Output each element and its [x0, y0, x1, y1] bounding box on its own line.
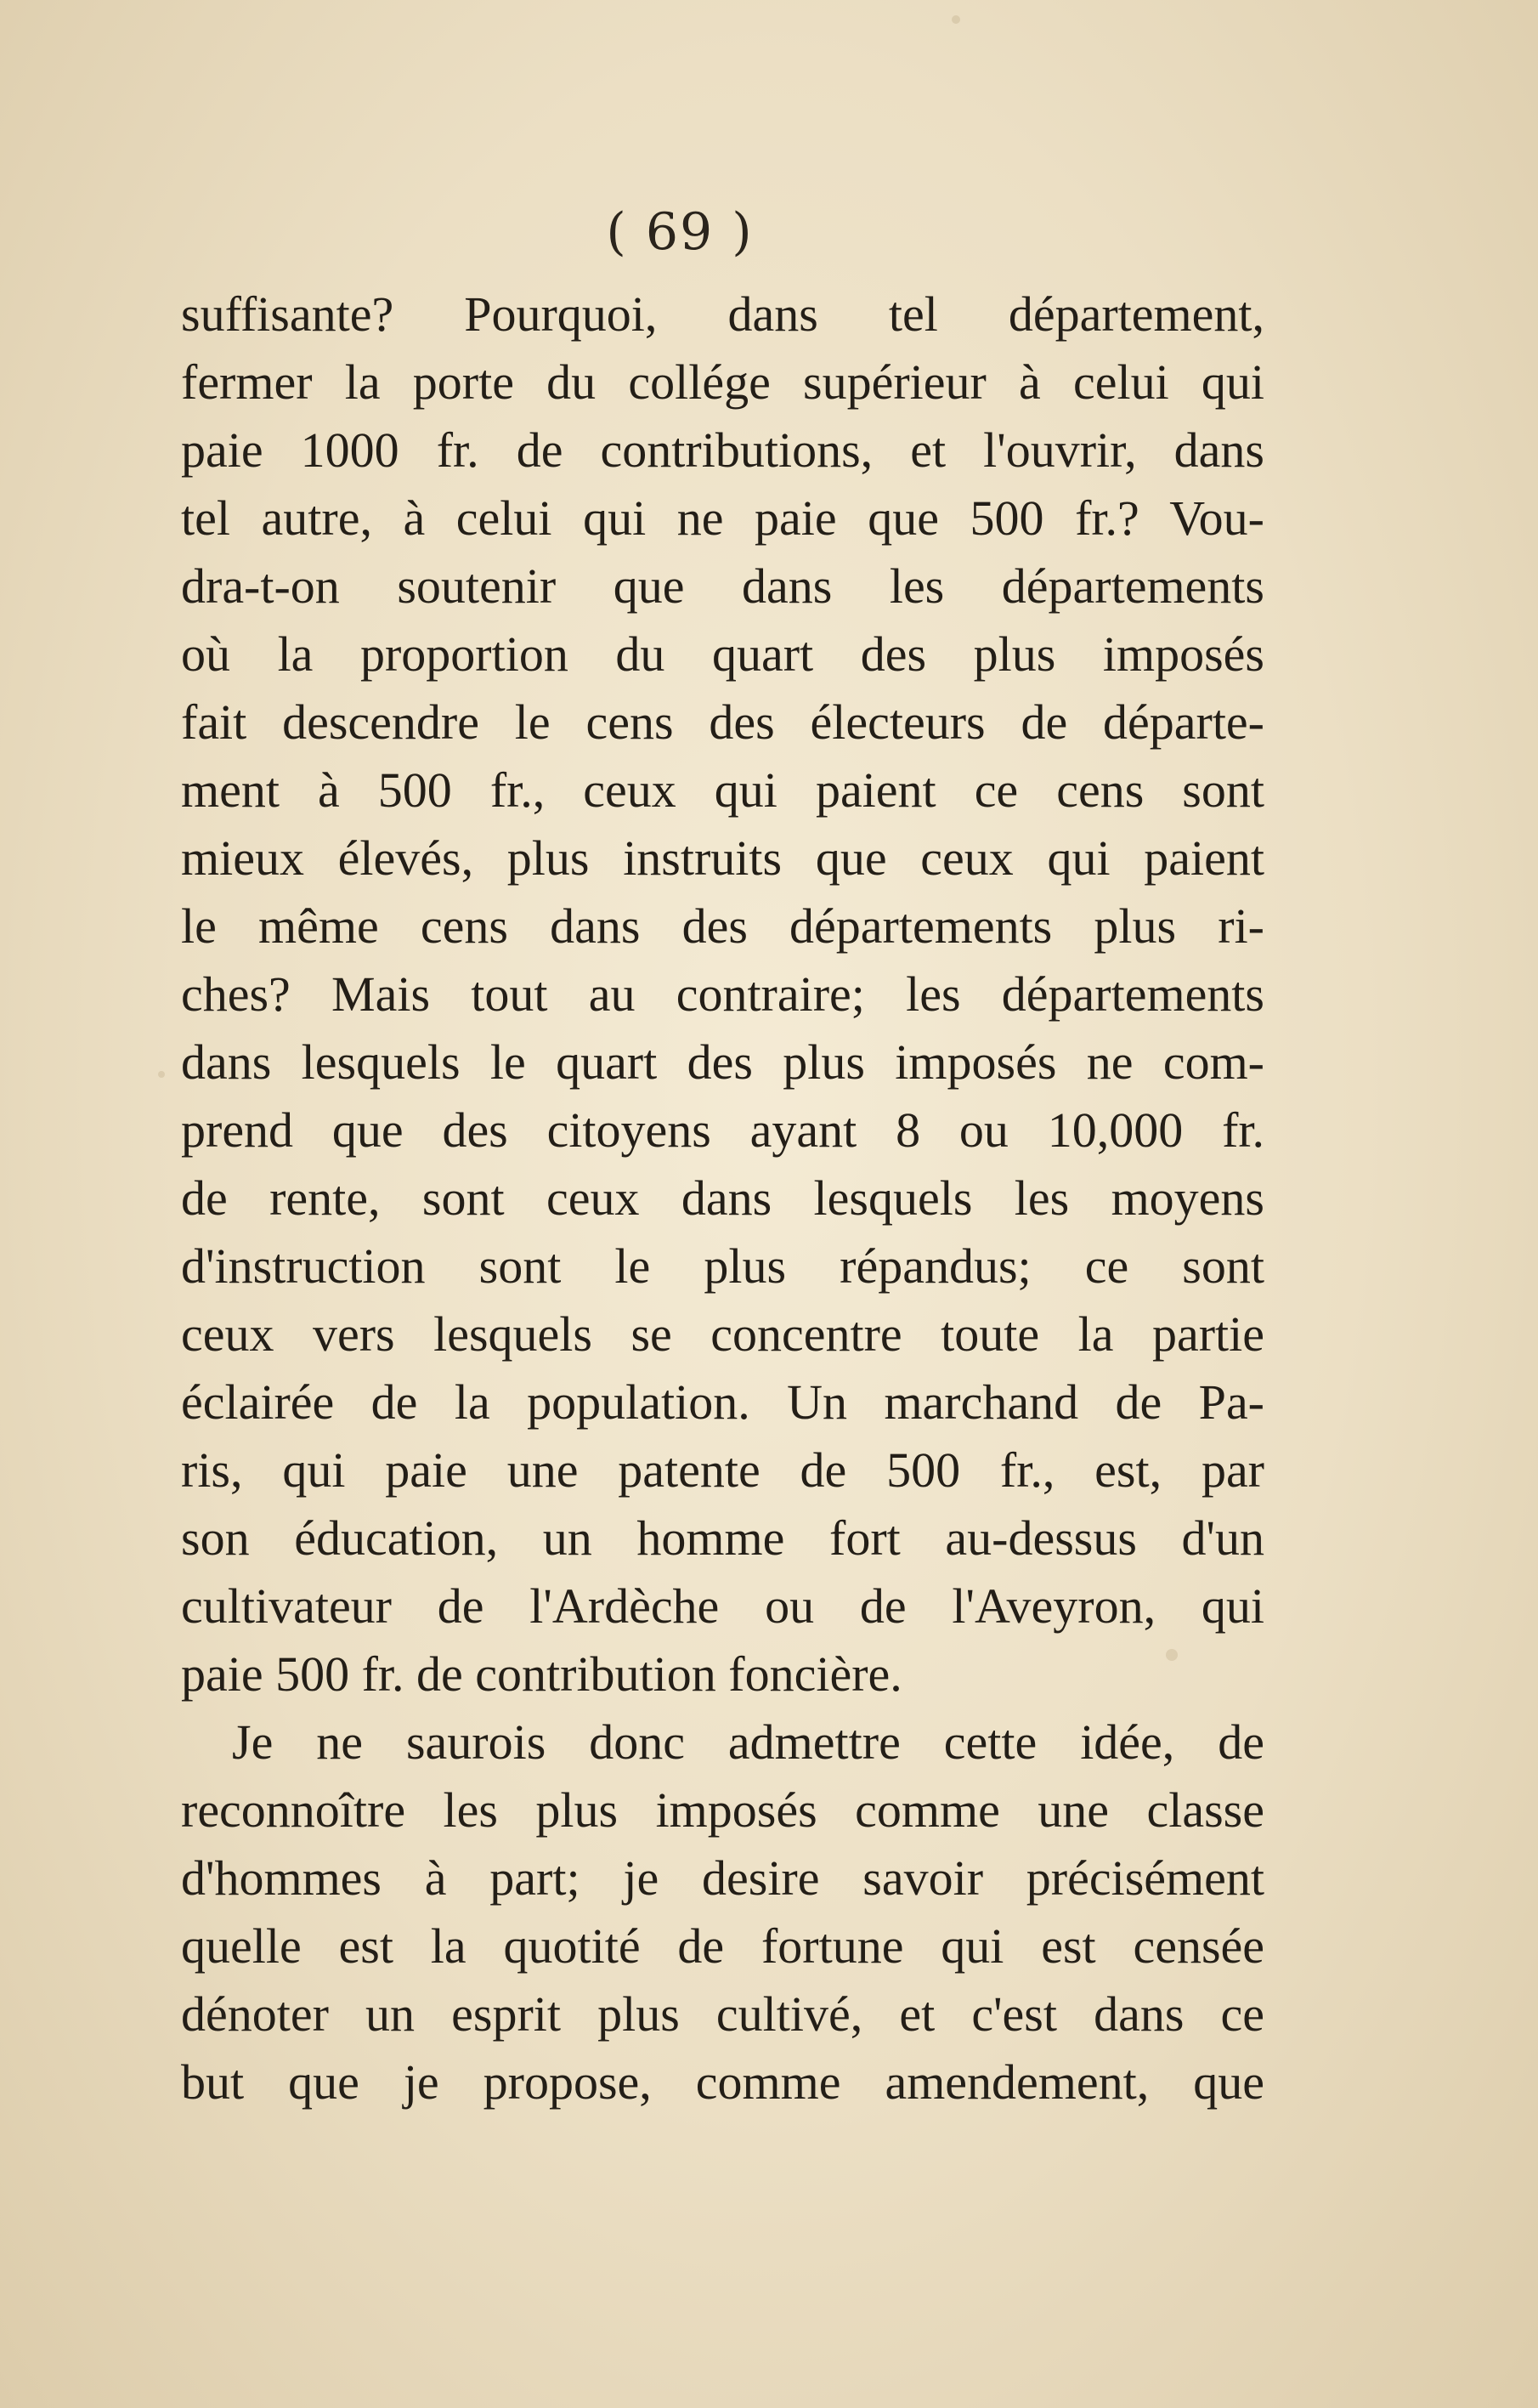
text-line: dénoter un esprit plus cultivé, et c'est dans ce [181, 1986, 1264, 2042]
foxing-spot [158, 1071, 165, 1078]
text-line: éclairée de la population. Un marchand de Pa- [181, 1374, 1264, 1430]
text-line: mieux élevés, plus instruits que ceux qui paient [181, 830, 1264, 886]
text-line: Je ne saurois donc admettre cette idée, de [232, 1714, 1264, 1770]
text-line: son éducation, un homme fort au-dessus d'un [181, 1510, 1264, 1566]
text-line: dra-t-on soutenir que dans les départements [181, 558, 1264, 614]
text-line: de rente, sont ceux dans lesquels les moyens [181, 1170, 1264, 1226]
text-line: cultivateur de l'Ardèche ou de l'Aveyron, qui [181, 1578, 1264, 1634]
text-line: fait descendre le cens des électeurs de départe- [181, 694, 1264, 750]
text-line: d'instruction sont le plus répandus; ce sont [181, 1238, 1264, 1294]
text-line: dans lesquels le quart des plus imposés ne com- [181, 1034, 1264, 1090]
text-line: prend que des citoyens ayant 8 ou 10,000 fr. [181, 1102, 1264, 1158]
text-line: tel autre, à celui qui ne paie que 500 fr.? Vou- [181, 490, 1264, 546]
text-line: ceux vers lesquels se concentre toute la partie [181, 1306, 1264, 1362]
page-number: ( 69 ) [606, 202, 754, 262]
text-line: ment à 500 fr., ceux qui paient ce cens sont [181, 762, 1264, 818]
text-line: paie 500 fr. de contribution foncière. [181, 1646, 902, 1702]
text-line: suffisante? Pourquoi, dans tel département, [181, 286, 1264, 342]
text-line: où la proportion du quart des plus imposés [181, 626, 1264, 682]
text-line: paie 1000 fr. de contributions, et l'ouvrir, dans [181, 422, 1264, 478]
text-line: but que je propose, comme amendement, que [181, 2054, 1264, 2110]
text-line: le même cens dans des départements plus ri- [181, 898, 1264, 954]
text-line: d'hommes à part; je desire savoir précisément [181, 1850, 1264, 1906]
text-line: quelle est la quotité de fortune qui est censée [181, 1918, 1264, 1974]
foxing-spot [952, 15, 960, 24]
body-text [181, 280, 1264, 2116]
text-line: fermer la porte du collége supérieur à celui qui [181, 354, 1264, 410]
text-line: reconnoître les plus imposés comme une classe [181, 1782, 1264, 1838]
text-line: ris, qui paie une patente de 500 fr., est, par [181, 1442, 1264, 1498]
text-line: ches? Mais tout au contraire; les départements [181, 966, 1264, 1022]
